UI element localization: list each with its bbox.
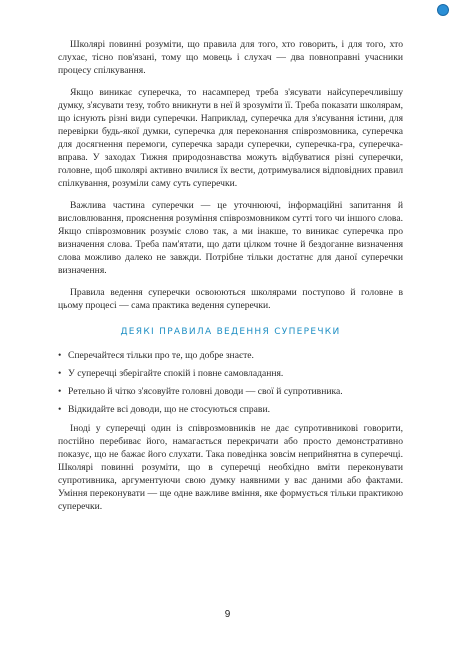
- paragraph-intro: Школярі повинні розуміти, що правила для того, хто говорить, і для того, хто слухає, тісно пов'язані, тому що мовець і слухач — два повноправні учасники процесу спілкування.: [58, 39, 403, 76]
- paragraph-conclusion: Іноді у суперечці один із співрозмовників не дає супротивникові говорити, постійно перебиває його, намагається перекричати або просто демонстративно показує, що не бажає його слухати. Така поведінка зовсім неприйнятна в суперечці. Школярі повинні розуміти, що в суперечці необхідно вміти переконувати супротивника, аргументуючи свою думку наявними у вас даними або фактами. Уміння переконувати — ще одне важливе вміння, яке формується тільки практикою суперечки.: [58, 423, 403, 512]
- section-heading: ДЕЯКІ ПРАВИЛА ВЕДЕННЯ СУПЕРЕЧКИ: [120, 327, 341, 337]
- list-item: • Сперечайтеся тільки про те, що добре знаєте.: [58, 349, 403, 362]
- page-body: [58, 38, 403, 522]
- paragraph-practice: Правила ведення суперечки освоюються школярами поступово й головне в цьому процесі — сама практика ведення суперечки.: [58, 287, 403, 311]
- list-item: • Ретельно й чітко з'ясовуйте головні доводи — свої й супротивника.: [58, 385, 403, 398]
- page-number: 9: [224, 609, 231, 620]
- publisher-logo-icon: [437, 4, 449, 16]
- paragraph-dispute-types: Якщо виникає суперечка, то насамперед треба з'ясувати найсуперечливішу думку, з'ясувати тезу, тобто вникнути в неї й зрозуміти її. Треба показати школярам, що існують різні види суперечки. Наприклад, суперечка для з'ясування істини, для перевірки будь-якої думки, суперечка для переконання співрозмовника, суперечка для досягнення перемоги, суперечка заради суперечки, суперечка-гра, суперечка-вправа. У заходах Тижня природознавства можуть відбуватися різні суперечки, головне, щоб школярі активно вчилися їх вести, дотримувалися відповідних правил спілкування, розуміли саму суть суперечки.: [58, 87, 403, 189]
- paragraph-definitions: Важлива частина суперечки — це уточнюючі, інформаційні запитання й висловлювання, прояснення розуміння співрозмовником сутті того чи іншого слова. Якщо співрозмовник розуміє слово так, а ми інакше, то виникає суперечка про визначення слова. Треба пам'ятати, що дати цілком точне й бездоганне визначення слова можливо далеко не завжди. Потрібне тільки достатнє для даної суперечки визначення.: [58, 200, 403, 276]
- rules-list: [58, 349, 403, 416]
- list-item: • У суперечці зберігайте спокій і повне самовладання.: [58, 367, 403, 380]
- list-item: • Відкидайте всі доводи, що не стосуються справи.: [58, 403, 403, 416]
